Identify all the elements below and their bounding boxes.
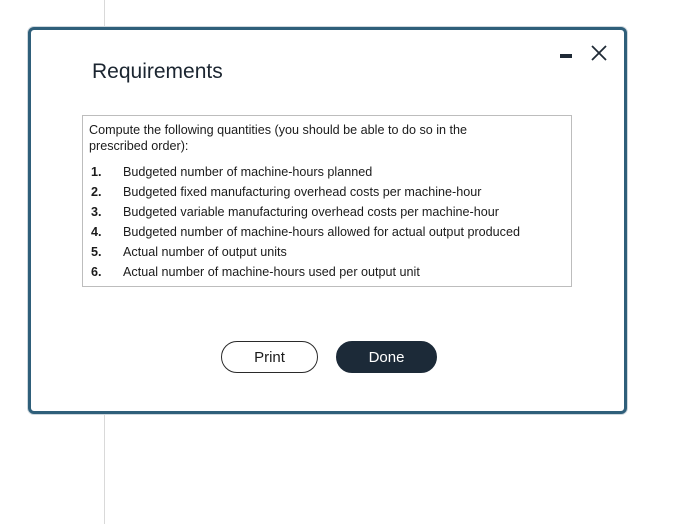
requirements-intro: Compute the following quantities (you should be able to do so in the prescribed order):	[89, 123, 468, 153]
item-text: Budgeted number of machine-hours allowed for actual output produced	[123, 225, 520, 239]
dialog-title: Requirements	[92, 60, 223, 83]
item-text: Actual number of output units	[123, 245, 287, 259]
item-number: 5.	[91, 245, 102, 259]
item-text: Budgeted variable manufacturing overhead costs per machine-hour	[123, 205, 499, 219]
item-text: Actual number of machine-hours used per output unit	[123, 265, 420, 279]
window-controls	[560, 42, 610, 64]
item-number: 3.	[91, 205, 102, 219]
print-button[interactable]: Print	[221, 341, 318, 373]
list-item	[89, 262, 565, 282]
item-number: 4.	[91, 225, 102, 239]
requirements-list	[89, 162, 565, 282]
done-button[interactable]: Done	[336, 341, 437, 373]
minimize-icon[interactable]	[560, 54, 572, 58]
item-number: 2.	[91, 185, 102, 199]
list-item	[89, 222, 565, 242]
item-text: Budgeted number of machine-hours planned	[123, 165, 373, 179]
item-number: 6.	[91, 265, 102, 279]
list-item	[89, 162, 565, 182]
list-item	[89, 202, 565, 222]
close-icon[interactable]	[588, 42, 610, 64]
item-text: Budgeted fixed manufacturing overhead costs per machine-hour	[123, 185, 482, 199]
requirements-box	[82, 115, 572, 287]
item-number: 1.	[91, 165, 102, 179]
list-item	[89, 182, 565, 202]
list-item	[89, 242, 565, 262]
requirements-dialog	[28, 27, 627, 414]
